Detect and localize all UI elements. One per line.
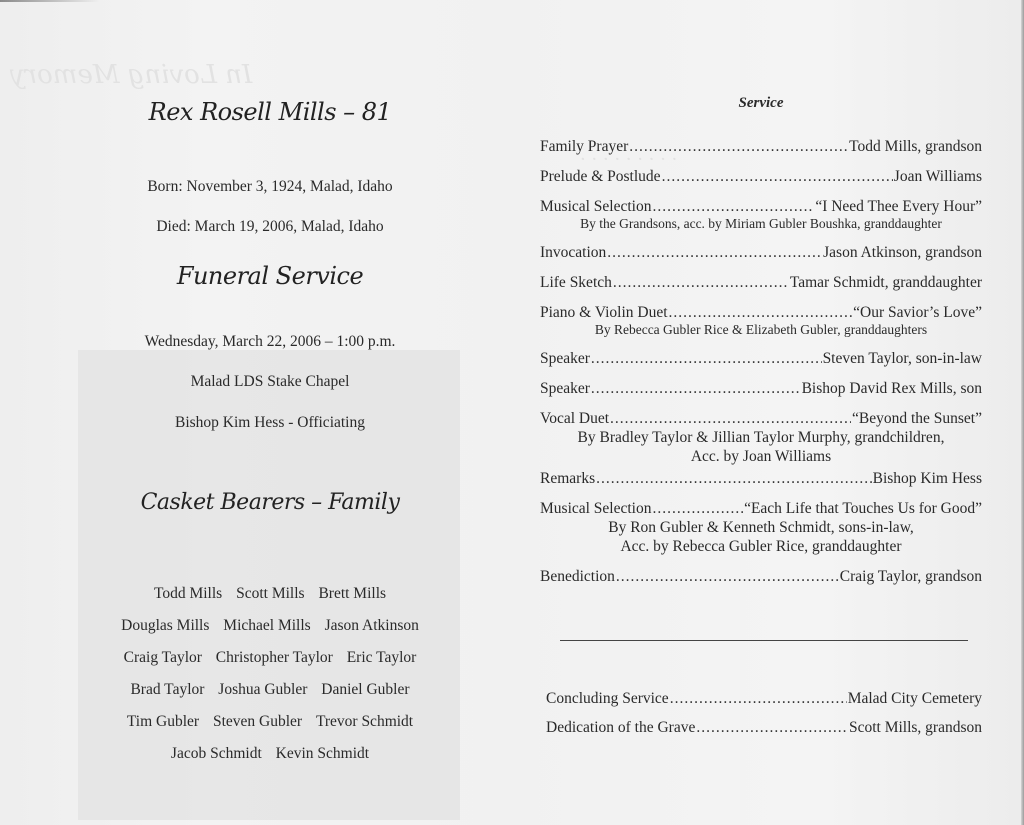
leader-dots	[669, 303, 853, 322]
deceased-name-title: Rex Rosell Mills – 81	[148, 98, 392, 126]
bearer-name: Tim Gubler	[126, 713, 200, 730]
service-heading: Service	[738, 95, 784, 111]
program-item	[540, 409, 982, 466]
program-label: Musical Selection	[540, 198, 652, 215]
program-value: Steven Taylor, son-in-law	[822, 350, 982, 367]
bearer-name: Christopher Taylor	[215, 649, 333, 666]
bearer-name: Kevin Schmidt	[275, 745, 370, 762]
bearer-row	[80, 584, 460, 616]
leader-dots	[613, 273, 789, 292]
program-label: Benediction	[540, 568, 615, 585]
program-item	[546, 718, 982, 737]
section-divider	[560, 640, 968, 641]
program-label: Family Prayer	[540, 138, 629, 155]
bearer-row	[80, 616, 460, 648]
program-item	[540, 379, 982, 398]
program-note: By Bradley Taylor & Jillian Taylor Murphy, grandchildren,	[577, 429, 945, 446]
program-label: Dedication of the Grave	[546, 719, 696, 736]
program-value: Craig Taylor, grandson	[839, 568, 982, 585]
leader-dots	[591, 379, 801, 398]
program-item	[540, 469, 982, 488]
program-value: “Our Savior’s Love”	[853, 304, 982, 321]
program-item	[546, 689, 982, 708]
program-note: By Rebecca Gubler Rice & Elizabeth Gubler, granddaughters	[594, 322, 928, 337]
leader-dots	[596, 469, 872, 488]
bleed-through-decoration: · · · · · · · · ·	[580, 149, 678, 170]
casket-bearers-title: Casket Bearers – Family	[140, 490, 400, 515]
leader-dots	[653, 197, 815, 216]
bearer-name: Scott Mills	[236, 585, 305, 602]
program-item	[540, 499, 982, 556]
leader-dots	[616, 567, 839, 586]
concluding-program	[546, 689, 982, 747]
program-note: By Ron Gubler & Kenneth Schmidt, sons-in-law,	[608, 519, 914, 536]
program-item	[540, 349, 982, 368]
service-date: Wednesday, March 22, 2006 – 1:00 p.m.	[144, 333, 396, 350]
right-page	[540, 0, 982, 825]
program-value: Tamar Schmidt, granddaughter	[789, 274, 982, 291]
bearer-row	[80, 744, 460, 776]
birth-info: Born: November 3, 1924, Malad, Idaho	[147, 178, 393, 195]
program-note: Acc. by Joan Williams	[690, 448, 832, 465]
bearer-name: Craig Taylor	[123, 649, 202, 666]
program-note: By the Grandsons, acc. by Miriam Gubler Boushka, granddaughter	[580, 216, 942, 231]
program-item	[540, 303, 982, 338]
bearer-row	[80, 680, 460, 712]
program-item	[540, 137, 982, 156]
bearer-name: Brett Mills	[318, 585, 387, 602]
program-label: Speaker	[540, 350, 590, 367]
program-label: Speaker	[540, 380, 590, 397]
program-item	[540, 197, 982, 232]
bearer-row	[80, 712, 460, 744]
bearer-name: Douglas Mills	[121, 617, 210, 634]
program-value: Bishop David Rex Mills, son	[801, 380, 982, 397]
leader-dots	[662, 167, 893, 186]
funeral-service-title: Funeral Service	[176, 262, 364, 290]
program-item	[540, 567, 982, 586]
leader-dots	[607, 243, 822, 262]
program-value: Bishop Kim Hess	[872, 470, 982, 487]
bearer-name: Brad Taylor	[130, 681, 205, 698]
bearer-name: Eric Taylor	[346, 649, 417, 666]
bearer-name: Daniel Gubler	[321, 681, 410, 698]
bearer-name: Todd Mills	[153, 585, 223, 602]
bearer-name: Trevor Schmidt	[315, 713, 414, 730]
program-item	[540, 273, 982, 292]
program-item	[540, 167, 982, 186]
program-label: Concluding Service	[546, 690, 669, 707]
program-label: Prelude & Postlude	[540, 168, 661, 185]
program-value: Scott Mills, grandson	[848, 719, 982, 736]
program-value: “I Need Thee Every Hour”	[815, 198, 982, 215]
program-label: Life Sketch	[540, 274, 612, 291]
program-item	[540, 243, 982, 262]
service-program	[540, 137, 982, 597]
leader-dots	[670, 689, 847, 708]
death-info: Died: March 19, 2006, Malad, Idaho	[156, 218, 384, 235]
leader-dots	[696, 718, 848, 737]
program-value: “Each Life that Touches Us for Good”	[744, 500, 982, 517]
program-value: Joan Williams	[893, 168, 982, 185]
bearer-row	[80, 648, 460, 680]
service-location: Malad LDS Stake Chapel	[190, 373, 350, 390]
program-label: Piano & Violin Duet	[540, 304, 668, 321]
bearer-name: Jason Atkinson	[324, 617, 419, 634]
leader-dots	[610, 409, 851, 428]
program-value: Todd Mills, grandson	[849, 138, 982, 155]
program-label: Vocal Duet	[540, 410, 610, 427]
bearer-name: Michael Mills	[223, 617, 311, 634]
program-note: Acc. by Rebecca Gubler Rice, granddaughter	[620, 538, 902, 555]
leader-dots	[629, 137, 848, 156]
program-value: “Beyond the Sunset”	[851, 410, 982, 427]
leader-dots	[591, 349, 822, 368]
bleed-through-decoration: In Loving Memory	[10, 60, 253, 90]
program-label: Invocation	[540, 244, 607, 261]
leader-dots	[653, 499, 744, 518]
program-label: Remarks	[540, 470, 596, 487]
program-value: Jason Atkinson, grandson	[823, 244, 982, 261]
officiating: Bishop Kim Hess - Officiating	[174, 414, 365, 431]
program-label: Musical Selection	[540, 500, 652, 517]
program-value: Malad City Cemetery	[847, 690, 982, 707]
bearer-name: Jacob Schmidt	[170, 745, 262, 762]
casket-bearers-list	[80, 584, 460, 776]
bearer-name: Joshua Gubler	[218, 681, 308, 698]
left-page	[80, 0, 460, 825]
bearer-name: Steven Gubler	[212, 713, 303, 730]
